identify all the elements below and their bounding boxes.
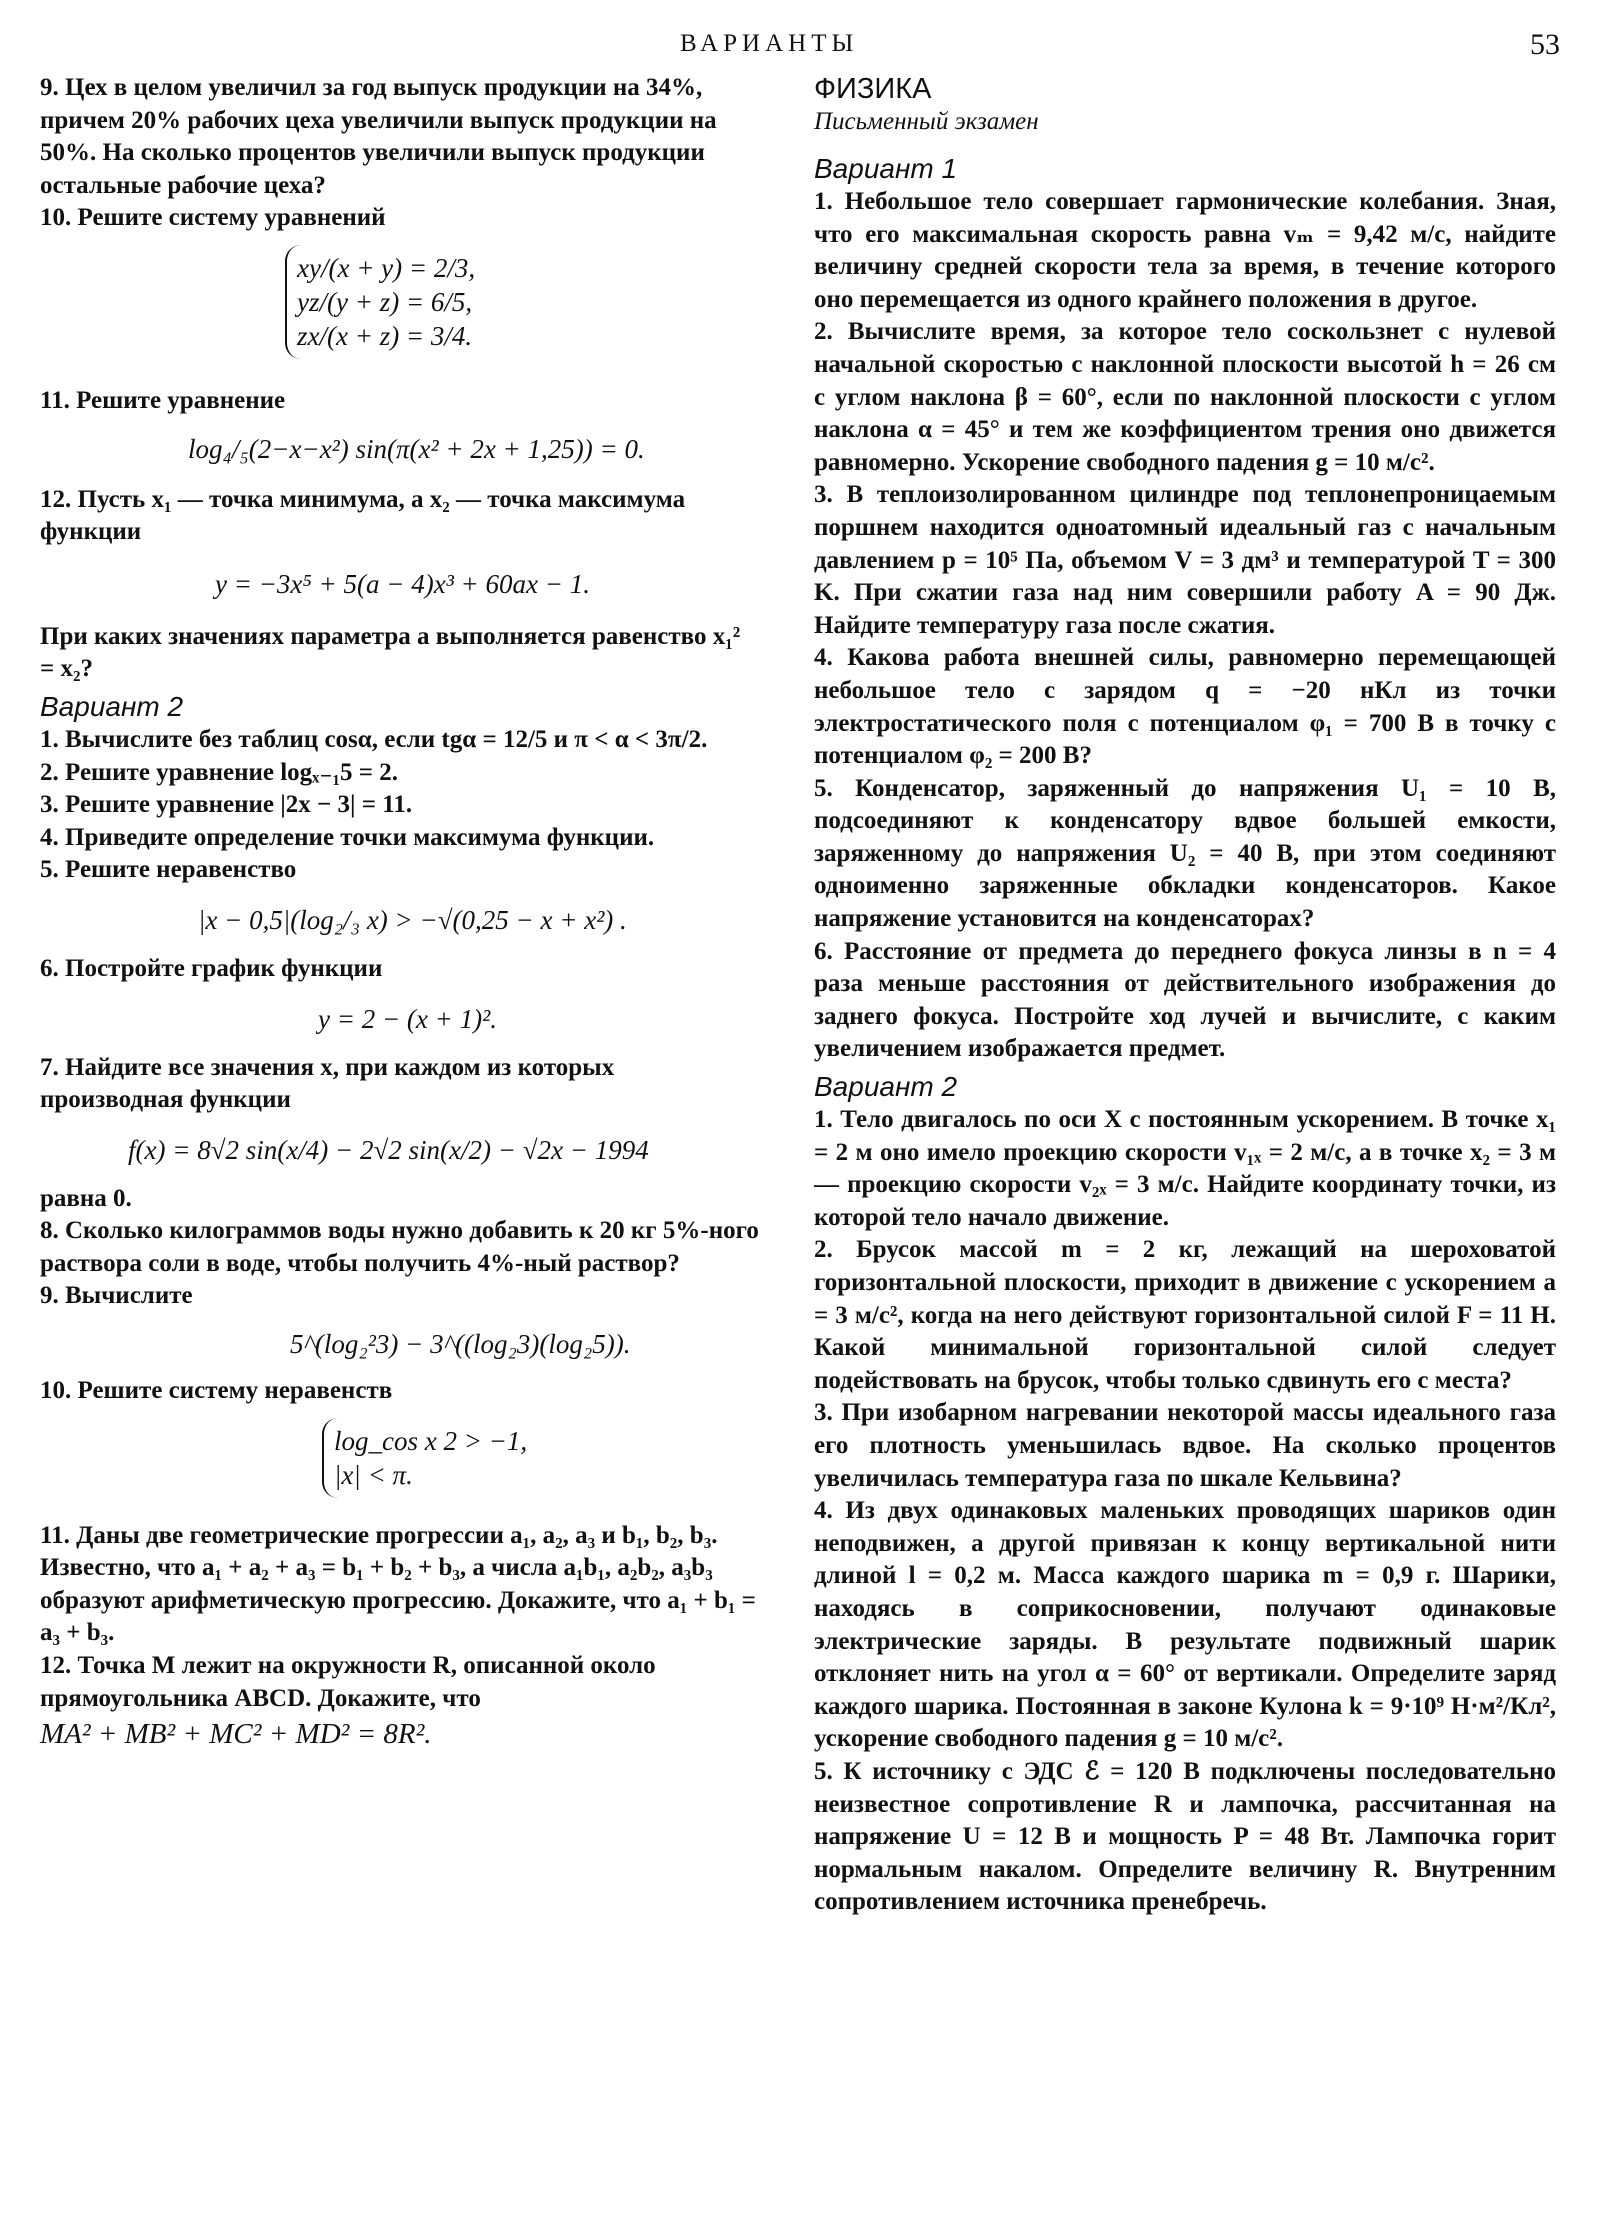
v2-problem-9: 9. Вычислите bbox=[40, 1282, 193, 1310]
v2-problem-4: 4. Приведите определение точки максимума функции. bbox=[40, 823, 655, 851]
function-6: y = 2 − (x + 1)². bbox=[318, 1003, 497, 1034]
physics-v1-problem-3: 3. В теплоизолированном цилиндре под теплонепроницаемым поршнем находится одноатомный идеальный газ с начальным давлением p = 10⁵ Па, объемом V = 3 дм³ и температурой T = 300 K. При сжатии газа над ним совершили работу A = 90 Дж. Найдите температуру газа после сжатия. bbox=[814, 481, 1556, 639]
variant-2-heading-physics: Вариант 2 bbox=[814, 1071, 958, 1103]
inequality-5: |x − 0,5|(log₂/₃ x) > −√(0,25 − x + x²) . bbox=[198, 904, 627, 935]
v2-problem-7: 7. Найдите все значения x, при каждом из которых производная функции bbox=[40, 1053, 615, 1114]
physics-v2-problem-3: 3. При изобарном нагревании некоторой массы идеального газа его плотность уменьшилась вдвое. На сколько процентов увеличилась температура газа по шкале Кельвина? bbox=[814, 1399, 1556, 1492]
physics-v1-problem-4: 4. Какова работа внешней силы, равномерно перемещающей небольшое тело с зарядом q = −20 нКл из точки электростатического поля с потенциалом φ₁ = 700 В в точку с потенциалом φ₂ = 200 В? bbox=[814, 644, 1556, 770]
running-head: ВАРИАНТЫ bbox=[680, 30, 859, 57]
subject-title: ФИЗИКА bbox=[814, 73, 932, 105]
left-column bbox=[40, 72, 760, 1755]
function-7-block bbox=[40, 1117, 760, 1183]
equation-11-block bbox=[40, 418, 760, 484]
physics-v2-problem-4: 4. Из двух одинаковых маленьких проводящих шариков один неподвижен, а другой привязан к концу вертикальной нити длиной l = 0,2 м. Масса каждого шарика m = 0,9 г. Шарики, находясь в соприкосновении, получают одинаковые электрические заряды. В результате подвижный шарик отклоняет нить на угол α = 60° от вертикали. Определите заряд каждого шарика. Постоянная в законе Кулона k = 9·10⁹ Н·м²/Кл², ускорение свободного падения g = 10 м/с². bbox=[814, 1497, 1556, 1753]
problem-12: 12. Пусть x₁ — точка минимума, а x₂ — точка максимума функции bbox=[40, 485, 686, 546]
equation-line-2: yz/(y + z) = 6/5, bbox=[297, 286, 473, 317]
physics-v2-problem-5: 5. К источнику с ЭДС ℰ = 120 В подключены последовательно неизвестное сопротивление R и лампочка, рассчитанная на напряжение U = 12 В и мощность P = 48 Вт. Лампочка горит нормальным накалом. Определите величину R. Внутренним сопротивлением источника пренебречь. bbox=[814, 1757, 1556, 1916]
exam-subtitle: Письменный экзамен bbox=[814, 108, 1039, 135]
equation-line-3: zx/(x + z) = 3/4. bbox=[297, 320, 473, 351]
page-header bbox=[0, 30, 1600, 70]
v2-problem-3: 3. Решите уравнение |2x − 3| = 11. bbox=[40, 791, 413, 819]
problem-12-question: При каких значениях параметра a выполняется равенство x₁² = x₂? bbox=[40, 622, 741, 683]
identity-12: MA² + MB² + MC² + MD² = 8R². bbox=[40, 1718, 432, 1751]
problem-9: 9. Цех в целом увеличил за год выпуск продукции на 34%, причем 20% рабочих цеха увеличили выпуск продукции на 50%. На сколько процентов увеличили выпуск продукции остальные рабочие цеха? bbox=[40, 74, 717, 199]
variant-2-heading-math: Вариант 2 bbox=[40, 690, 184, 722]
expression-9-block bbox=[40, 1313, 760, 1375]
system-of-inequalities bbox=[40, 1408, 760, 1520]
v2-problem-1: 1. Вычислите без таблиц cosα, если tgα = 12/5 и π < α < 3π/2. bbox=[40, 725, 708, 753]
identity-12-block bbox=[40, 1715, 760, 1755]
variant-1-heading: Вариант 1 bbox=[814, 153, 958, 184]
equation-11: log₄/₅(2−x−x²) sin(π(x² + 2x + 1,25)) = 0. bbox=[188, 433, 645, 464]
v2-problem-12: 12. Точка M лежит на окружности R, описанной около прямоугольника ABCD. Докажите, что bbox=[40, 1652, 656, 1712]
physics-v1-problem-2: 2. Вычислите время, за которое тело соскользнет с нулевой начальной скоростью с наклонной плоскости высотой h = 26 см с углом наклона β = 60°, если по наклонной плоскости с углом наклона α = 45° и тем же коэффициентом трения оно движется равномерно. Ускорение свободного падения g = 10 м/с². bbox=[814, 318, 1556, 476]
inequality-5-block bbox=[40, 887, 760, 953]
v2-problem-5: 5. Решите неравенство bbox=[40, 856, 297, 884]
equation-line-1: xy/(x + y) = 2/3, bbox=[297, 252, 476, 283]
problem-11: 11. Решите уравнение bbox=[40, 386, 286, 414]
physics-v2-problem-2: 2. Брусок массой m = 2 кг, лежащий на шероховатой горизонтальной плоскости, приходит в движение с ускорением a = 3 м/с², когда на него действуют горизонтальной силой F = 11 Н. Какой минимальной горизонтальной силой следует подействовать на брусок, чтобы только сдвинуть его с места? bbox=[814, 1236, 1556, 1394]
system-of-equations bbox=[40, 235, 760, 385]
equation-12: y = −3x⁵ + 5(a − 4)x³ + 60ax − 1. bbox=[215, 568, 590, 599]
physics-v1-problem-6: 6. Расстояние от предмета до переднего фокуса линзы в n = 4 раза меньше расстояния от действительного изображения до заднего фокуса. Постройте ход лучей и вычислите, с каким увеличением изображается предмет. bbox=[814, 937, 1556, 1063]
equation-12-block bbox=[40, 549, 760, 621]
function-7: f(x) = 8√2 sin(x/4) − 2√2 sin(x/2) − √2x − 1994 bbox=[128, 1134, 649, 1165]
expression-9: 5^(log₂²3) − 3^((log₂3)(log₂5)). bbox=[290, 1329, 631, 1360]
v2-problem-10: 10. Решите систему неравенств bbox=[40, 1377, 393, 1405]
physics-v1-problem-5: 5. Конденсатор, заряженный до напряжения U₁ = 10 В, подсоединяют к конденсатору вдвое большей емкости, заряженному до напряжения U₂ = 40 В, при этом соединяют одноименно заряженные обкладки конденсаторов. Какое напряжение установится на конденсаторах? bbox=[814, 774, 1556, 933]
v2-problem-11: 11. Даны две геометрические прогрессии a₁, a₂, a₃ и b₁, b₂, b₃. Известно, что a₁ + a₂ + a₃ = b₁ + b₂ + b₃, а числа a₁b₁, a₂b₂, a₃b₃ образуют арифметическую прогрессию. Докажите, что a₁ + b₁ = a₃ + b₃. bbox=[40, 1521, 756, 1647]
v2-problem-8: 8. Сколько килограммов воды нужно добавить к 20 кг 5%-ного раствора соли в воде, чтобы получить 4%-ный раствор? bbox=[40, 1217, 759, 1277]
function-6-block bbox=[40, 986, 760, 1052]
problem-10: 10. Решите систему уравнений bbox=[40, 204, 386, 232]
physics-v1-problem-1: 1. Небольшое тело совершает гармонические колебания. Зная, что его максимальная скорость равна vₘ = 9,42 м/с, найдите величину средней скорости тела за время, в течение которого оно перемещается из одного крайнего положения в другое. bbox=[814, 188, 1556, 313]
right-column bbox=[814, 72, 1556, 1919]
inequality-line-1: log_cos x 2 > −1, bbox=[334, 1425, 528, 1456]
v2-problem-6: 6. Постройте график функции bbox=[40, 954, 383, 982]
physics-v2-problem-1: 1. Тело двигалось по оси X с постоянным ускорением. В точке x₁ = 2 м оно имело проекцию скорости v₁ₓ = 2 м/с, а в точке x₂ = 3 м — проекцию скорости v₂ₓ = 3 м/с. Найдите координату точки, из которой тело начало движение. bbox=[814, 1106, 1556, 1231]
v2-problem-7-end: равна 0. bbox=[40, 1184, 132, 1212]
page-number: 53 bbox=[1530, 28, 1560, 61]
v2-problem-2: 2. Решите уравнение logₓ₋₁5 = 2. bbox=[40, 758, 399, 786]
inequality-line-2: |x| < π. bbox=[334, 1459, 413, 1490]
